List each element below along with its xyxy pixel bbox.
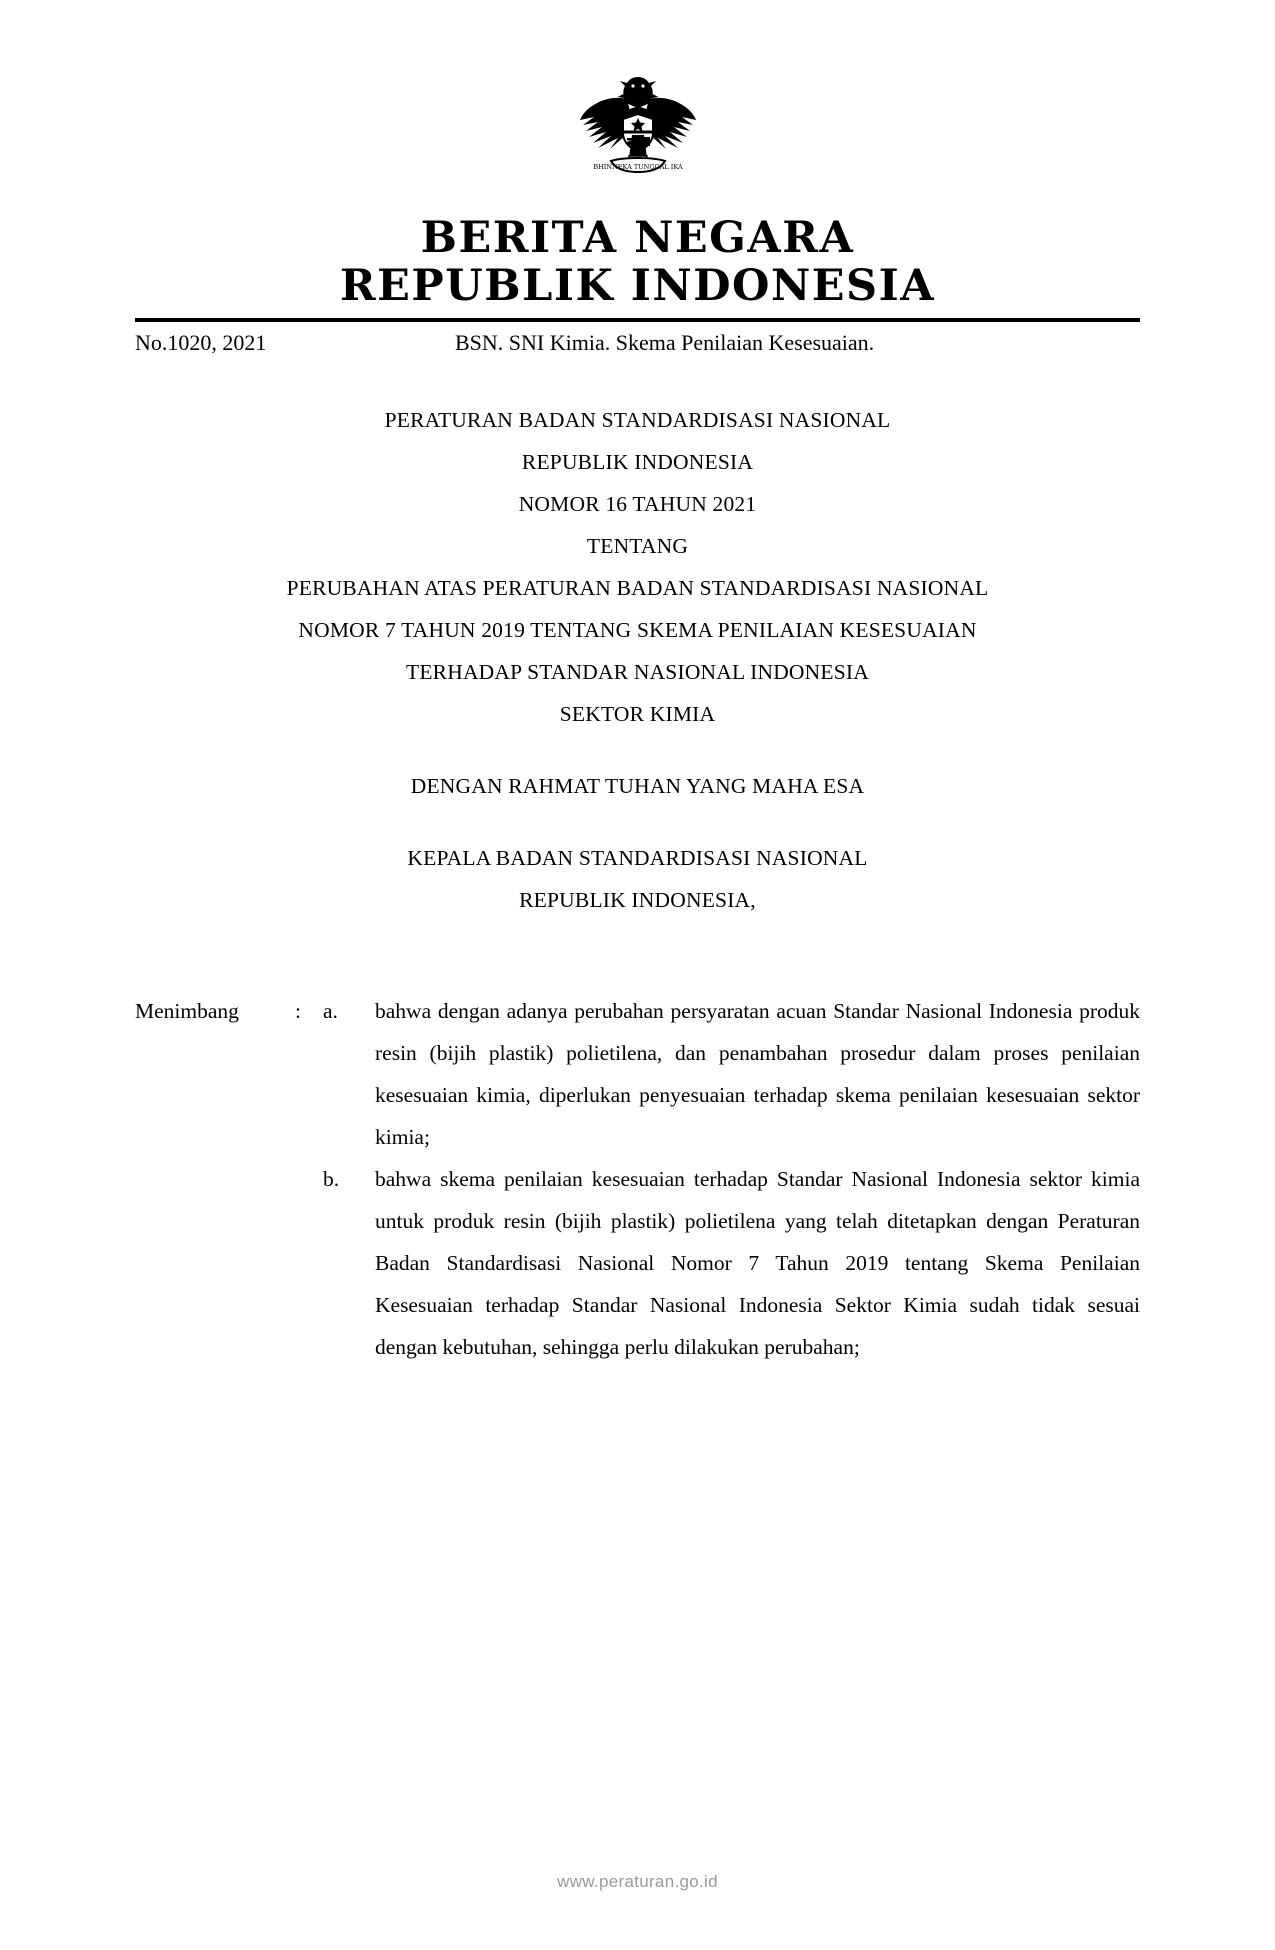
considering-item-a: [135, 991, 1140, 1159]
considering-item-b: [135, 1159, 1140, 1369]
title-spacer-1: [135, 736, 1140, 766]
title-line-2: REPUBLIK INDONESIA: [521, 450, 754, 475]
regulation-title-block: [135, 400, 1140, 921]
title-line-5: PERUBAHAN ATAS PERATURAN BADAN STANDARDISASI NASIONAL: [286, 576, 989, 600]
masthead-line-1: BERITA NEGARA: [420, 213, 855, 263]
considering-label: Menimbang: [135, 999, 239, 1024]
considering-text-a: bahwa dengan adanya perubahan persyaratan acuan Standar Nasional Indonesia produk resin (bijih plastik) polietilena, dan penambahan prosedur dalam proses penilaian kesesuaian kimia, diperlukan penyesuaian terhadap skema penilaian kesesuaian sektor kimia;: [375, 999, 1140, 1150]
considering-section: [135, 991, 1140, 1368]
title-spacer-2: [135, 808, 1140, 838]
considering-letter-b: b.: [323, 1167, 340, 1192]
considering-colon: :: [295, 999, 301, 1024]
svg-text:BHINNEKA TUNGGAL IKA: BHINNEKA TUNGGAL IKA: [592, 163, 683, 171]
blessing-line: DENGAN RAHMAT TUHAN YANG MAHA ESA: [410, 773, 865, 798]
authority-line-1: KEPALA BADAN STANDARDISASI NASIONAL: [407, 845, 868, 870]
title-line-4: TENTANG: [586, 534, 689, 559]
issue-subject: BSN. SNI Kimia. Skema Penilaian Kesesuaian.: [455, 330, 875, 356]
masthead: [135, 214, 1140, 310]
title-line-3: NOMOR 16 TAHUN 2021: [518, 492, 757, 517]
title-line-7: TERHADAP STANDAR NASIONAL INDONESIA: [406, 659, 869, 684]
garuda-pancasila-emblem: [563, 68, 713, 208]
title-line-8: SEKTOR KIMIA: [559, 701, 716, 726]
issue-number: No.1020, 2021: [135, 330, 267, 356]
considering-text-b: bahwa skema penilaian kesesuaian terhadap Standar Nasional Indonesia sektor kimia untuk produk resin (bijih plastik) polietilena yang telah ditetapkan dengan Peraturan Badan Standardisasi Nasional Nomor 7 Tahun 2019 tentang Skema Penilaian Kesesuaian terhadap Standar Nasional Indonesia Sektor Kimia sudah tidak sesuai dengan kebutuhan, sehingga perlu dilakukan perubahan;: [375, 1167, 1140, 1359]
issue-line: [135, 322, 1140, 356]
authority-line-2: REPUBLIK INDONESIA,: [519, 887, 756, 912]
title-line-1: PERATURAN BADAN STANDARDISASI NASIONAL: [384, 408, 891, 433]
considering-letter-a: a.: [323, 999, 338, 1024]
emblem-container: [135, 0, 1140, 208]
footer-url: www.peraturan.go.id: [557, 1872, 718, 1891]
masthead-line-2: REPUBLIK INDONESIA: [339, 261, 936, 312]
title-line-6: NOMOR 7 TAHUN 2019 TENTANG SKEMA PENILAIAN KESESUAIAN: [298, 617, 977, 642]
